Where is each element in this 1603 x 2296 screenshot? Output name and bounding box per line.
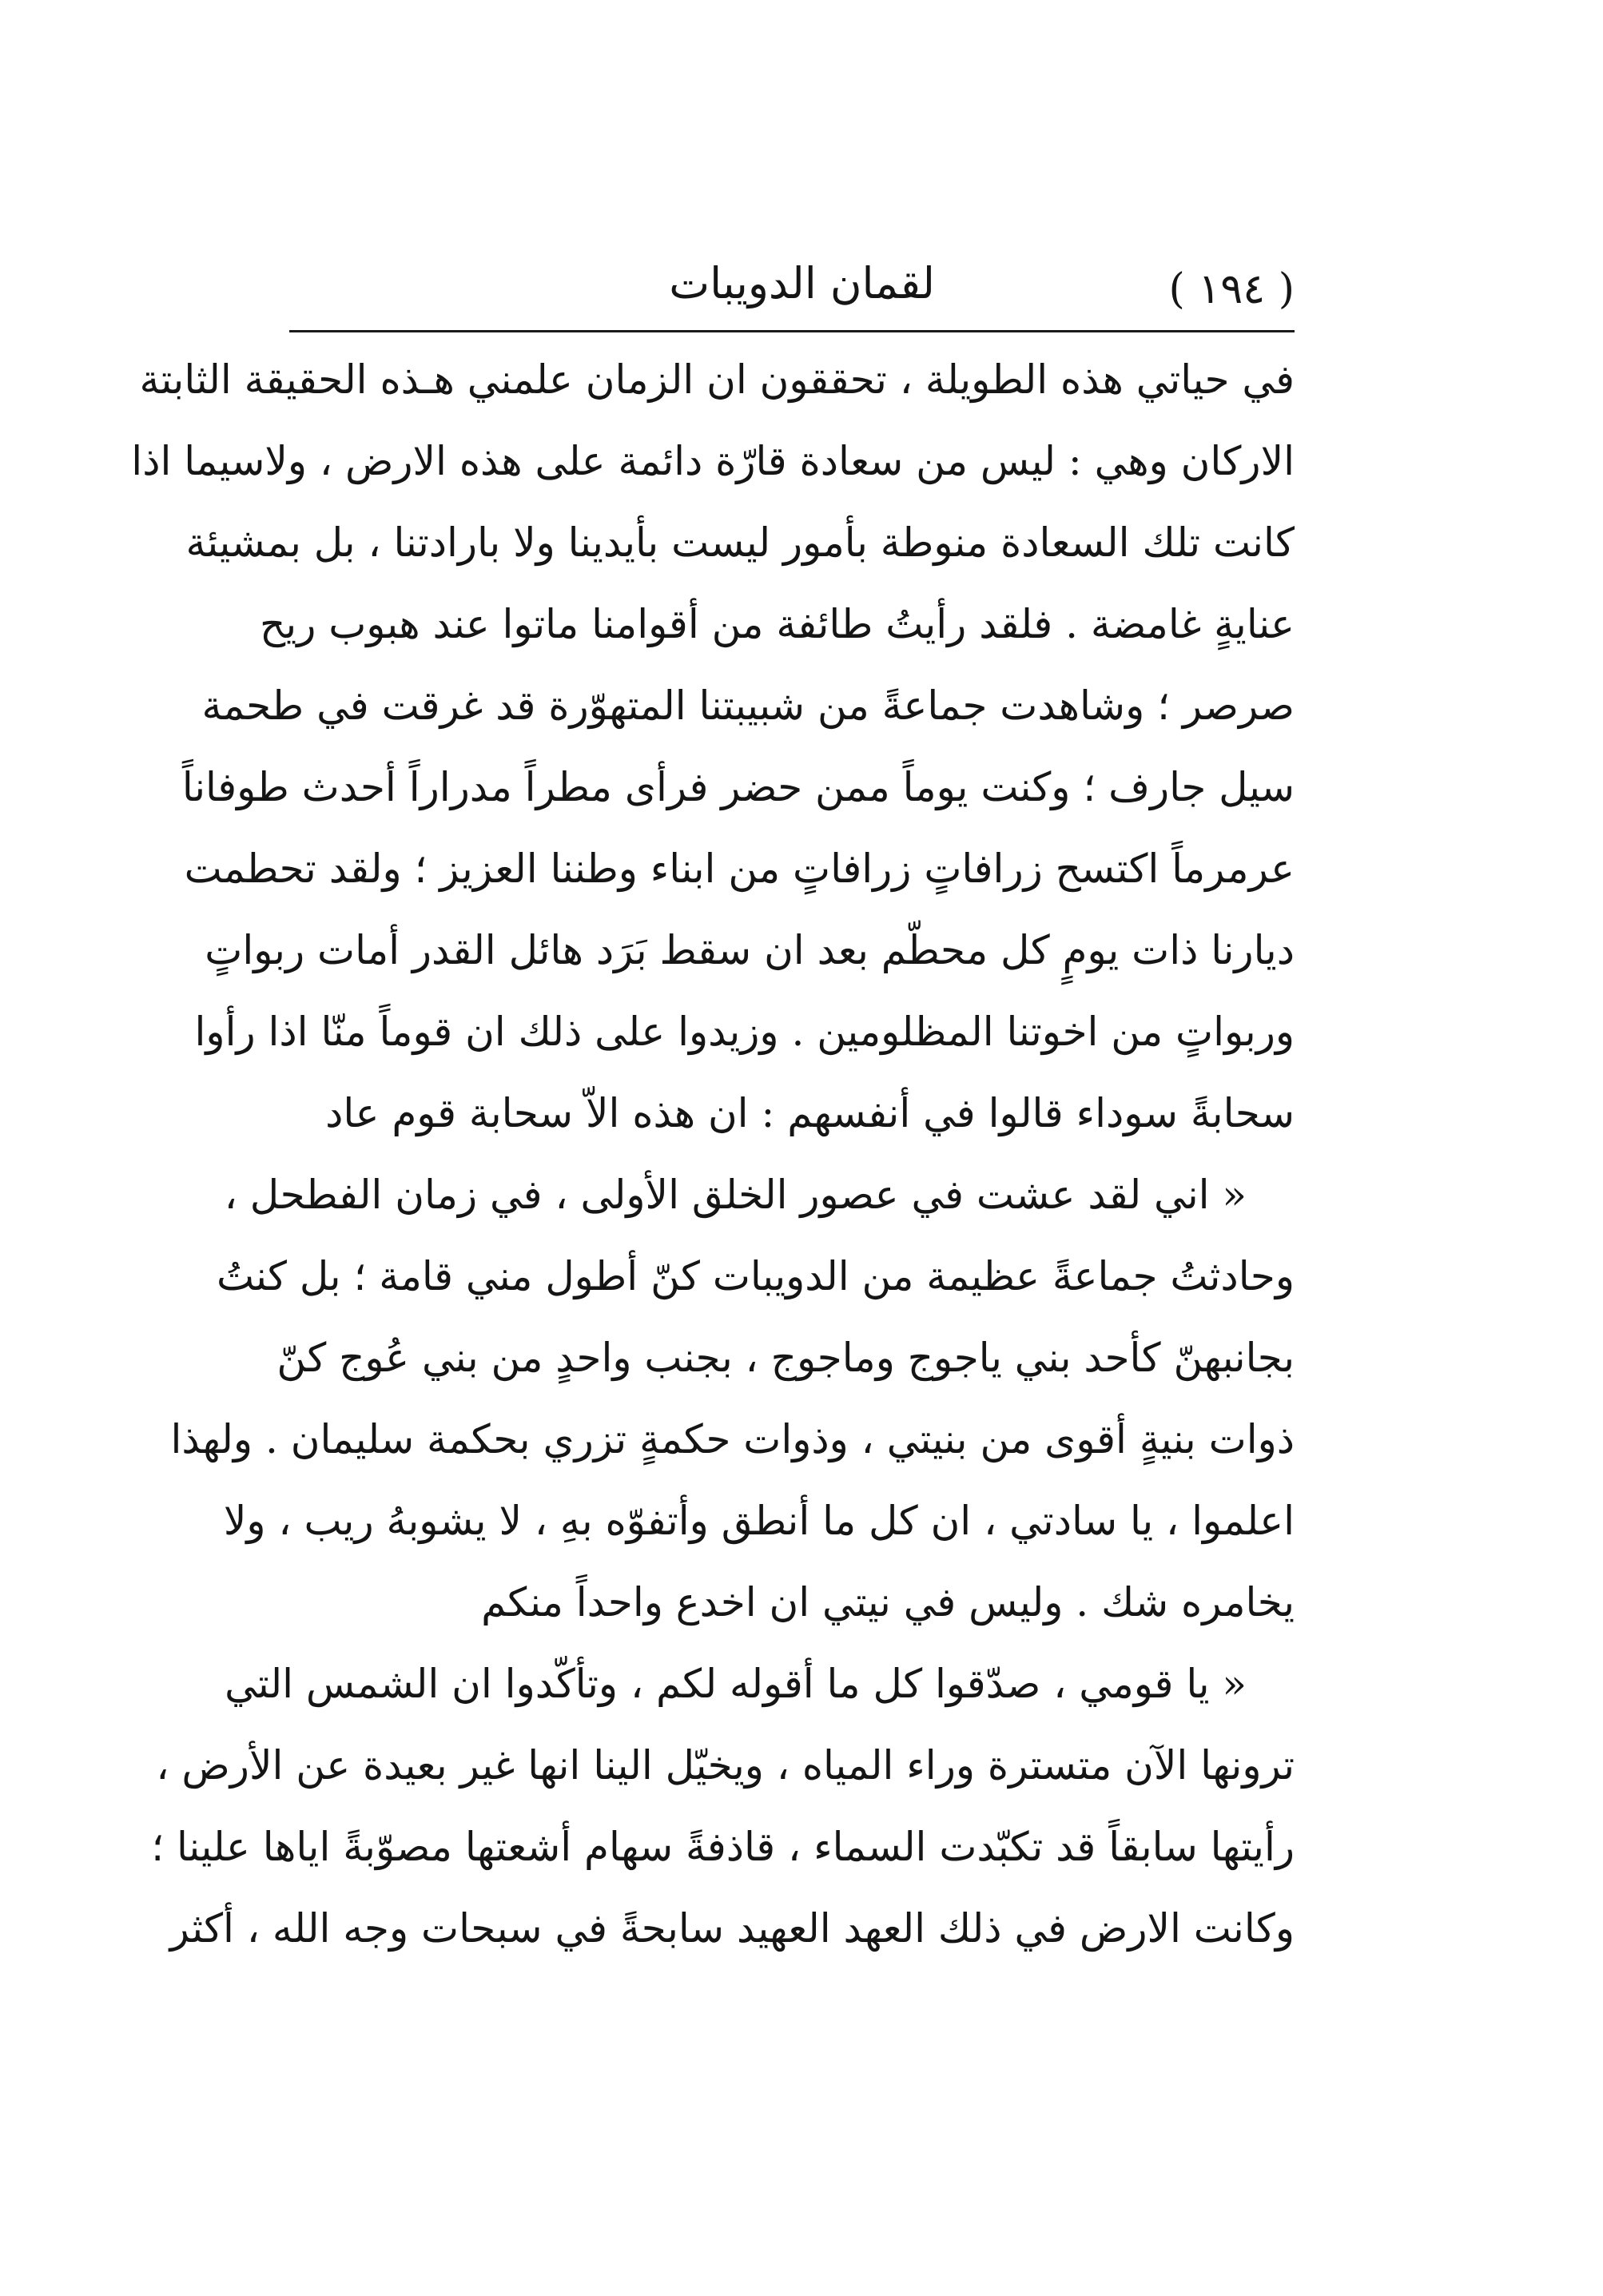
- text-line: « اني لقد عشت في عصور الخلق الأولى ، في زمان الفطحل ،: [224, 1172, 1247, 1218]
- page-number: ( ١٩٤ ): [1168, 265, 1295, 313]
- text-line: يخامره شك . وليس في نيتي ان اخدع واحداً منكم: [481, 1579, 1295, 1626]
- text-line: سيل جارف ؛ وكنت يوماً ممن حضر فرأى مطراً مدراراً أحدث طوفاناً: [181, 764, 1295, 810]
- text-line: بجانبهنّ كأحد بني ياجوج وماجوج ، بجنب واحدٍ من بني عُوج كنّ: [276, 1335, 1295, 1381]
- text-line: وربواتٍ من اخوتنا المظلومين . وزيدوا على ذلك ان قوماً منّا اذا رأوا: [194, 1009, 1295, 1055]
- page-header: [288, 254, 1295, 328]
- header-rule: [289, 330, 1295, 332]
- text-line: سحابةً سوداء قالوا في أنفسهم : ان هذه الاّ سحابة قوم عاد: [325, 1090, 1295, 1136]
- running-title: لقمان الدويبات: [669, 258, 935, 308]
- text-line: كانت تلك السعادة منوطة بأمور ليست بأيدينا ولا بارادتنا ، بل بمشيئة: [185, 519, 1295, 566]
- text-line: ديارنا ذات يومٍ كل محطّم بعد ان سقط بَرَد هائل القدر أمات ربواتٍ: [205, 927, 1295, 973]
- text-line: « يا قومي ، صدّقوا كل ما أقوله لكم ، وتأكّدوا ان الشمس التي: [225, 1661, 1247, 1707]
- body-text: [131, 339, 1295, 1969]
- text-line: وكانت الارض في ذلك العهد العهيد سابحةً في سبحات وجه الله ، أكثر: [169, 1905, 1295, 1952]
- text-line: اعلموا ، يا سادتي ، ان كل ما أنطق وأتفوّه بهِ ، لا يشوبهُ ريب ، ولا: [223, 1498, 1295, 1544]
- text-line: عنايةٍ غامضة . فلقد رأيتُ طائفة من أقوامنا ماتوا عند هبوب ريح: [260, 601, 1295, 647]
- text-line: عرمرماً اكتسح زرافاتٍ زرافاتٍ من ابناء وطننا العزيز ؛ ولقد تحطمت: [184, 846, 1295, 892]
- text-line: الاركان وهي : ليس من سعادة قارّة دائمة على هذه الارض ، ولاسيما اذا: [131, 438, 1295, 484]
- text-line: صرصر ؛ وشاهدت جماعةً من شبيبتنا المتهوّرة قد غرقت في طحمة: [201, 682, 1295, 729]
- text-line: ترونها الآن متسترة وراء المياه ، ويخيّل الينا انها غير بعيدة عن الأرض ،: [156, 1742, 1295, 1789]
- text-line: رأيتها سابقاً قد تكبّدت السماء ، قاذفةً سهام أشعتها مصوّبةً اياها علينا ؛: [151, 1824, 1295, 1870]
- text-line: في حياتي هذه الطويلة ، تحققون ان الزمان علمني هـذه الحقيقة الثابتة: [139, 356, 1295, 403]
- text-line: ذوات بنيةٍ أقوى من بنيتي ، وذوات حكمةٍ تزري بحكمة سليمان . ولهذا: [170, 1416, 1295, 1462]
- text-line: وحادثتُ جماعةً عظيمة من الدويبات كنّ أطول مني قامة ؛ بل كنتُ: [216, 1253, 1295, 1299]
